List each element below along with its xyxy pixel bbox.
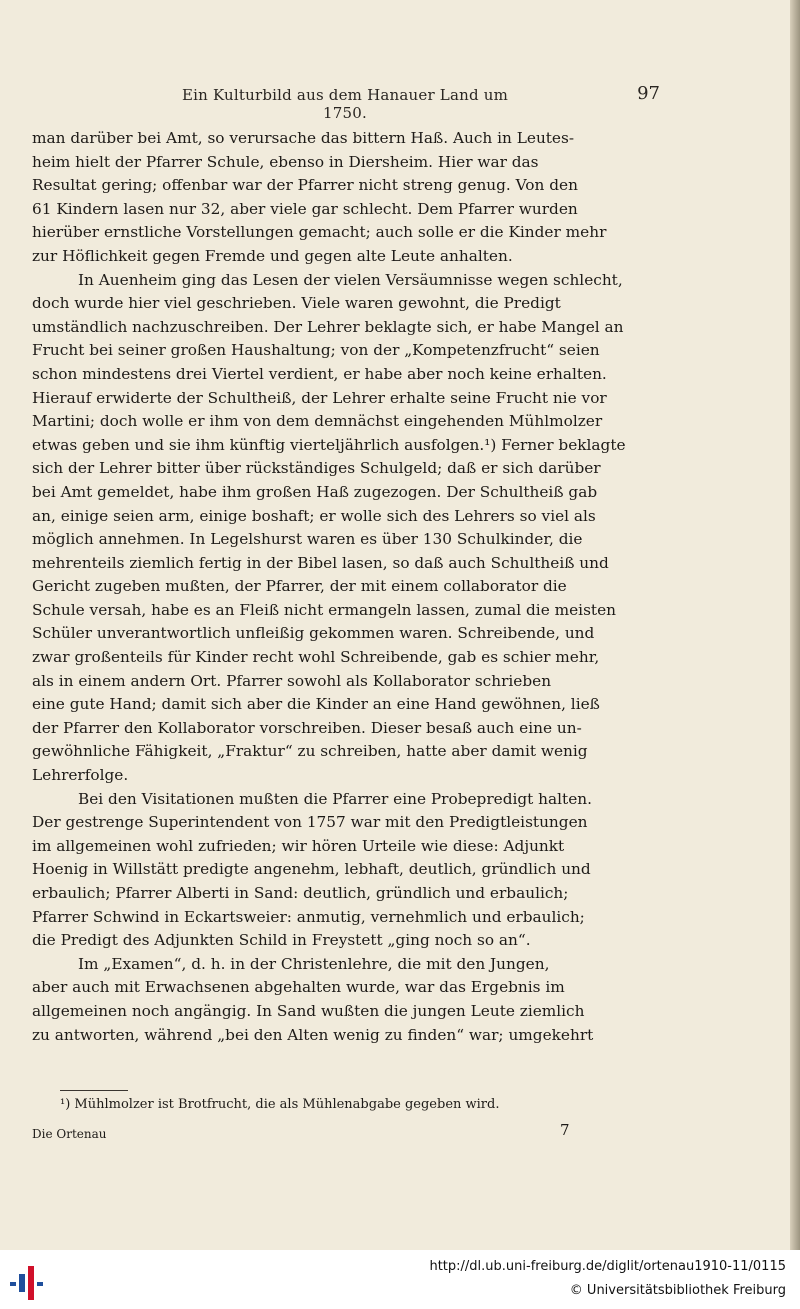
text-line: die Predigt des Adjunkten Schild in Freystett „ging noch so an“. — [32, 931, 531, 950]
text-line: Hierauf erwiderte der Schultheiß, der Lehrer erhalte seine Frucht nie vor — [32, 388, 607, 407]
text-line: mehrenteils ziemlich fertig in der Bibel lasen, so daß auch Schultheiß und — [32, 553, 609, 572]
text-line: erbaulich; Pfarrer Alberti in Sand: deutlich, gründlich und erbaulich; — [32, 884, 569, 902]
text-line: man darüber bei Amt, so verursache das bittern Haß. Auch in Leutes- — [32, 129, 575, 147]
text-line: Bei den Visitationen mußten die Pfarrer eine Probepredigt halten. — [78, 789, 592, 808]
running-title: Ein Kulturbild aus dem Hanauer Land um 1750. — [182, 86, 508, 122]
text-line: aber auch mit Erwachsenen abgehalten wurde, war das Ergebnis im — [32, 978, 565, 997]
text-line: schon mindestens drei Viertel verdient, er habe aber noch keine erhalten. — [32, 364, 607, 383]
text-line: als in einem andern Ort. Pfarrer sowohl als Kollaborator schrieben — [32, 671, 552, 690]
text-line: zwar großenteils für Kinder recht wohl Schreibende, gab es schier mehr, — [32, 648, 600, 667]
footnote-rule — [60, 1090, 128, 1091]
text-line: Pfarrer Schwind in Eckartsweier: anmutig, vernehmlich und erbaulich; — [32, 907, 585, 926]
body-text — [32, 127, 662, 1047]
source-url-link[interactable]: http://dl.ub.uni-freiburg.de/diglit/ortenau1910-11/0115 — [429, 1259, 786, 1274]
text-line: Der gestrenge Superintendent von 1757 war mit den Predigtleistungen — [32, 813, 588, 832]
ub-freiburg-logo-icon[interactable] — [10, 1262, 50, 1302]
text-line: hierüber ernstliche Vorstellungen gemacht; auch solle er die Kinder mehr — [32, 223, 607, 242]
text-line: der Pfarrer den Kollaborator vorschreiben. Dieser besaß auch eine un- — [32, 718, 582, 737]
text-line: etwas geben und sie ihm künftig vierteljährlich ausfolgen.¹) Ferner beklagte — [32, 435, 626, 454]
text-line: Resultat gering; offenbar war der Pfarrer nicht streng genug. Von den — [32, 176, 578, 195]
text-line: Hoenig in Willstätt predigte angenehm, lebhaft, deutlich, gründlich und — [32, 860, 591, 879]
text-line: zu antworten, während „bei den Alten wenig zu finden“ war; umgekehrt — [32, 1025, 594, 1044]
text-line: Schule versah, habe es an Fleiß nicht ermangeln lassen, zumal die meisten — [32, 600, 616, 619]
footnote: ¹) Mühlmolzer ist Brotfrucht, die als Mühlenabgabe gegeben wird. — [60, 1097, 500, 1112]
text-line: zur Höflichkeit gegen Fremde und gegen alte Leute anhalten. — [32, 246, 513, 265]
text-line: allgemeinen noch angängig. In Sand wußten die jungen Leute ziemlich — [32, 1001, 585, 1020]
text-line: eine gute Hand; damit sich aber die Kinder an eine Hand gewöhnen, ließ — [32, 695, 600, 714]
text-line: möglich annehmen. In Legelshurst waren es über 130 Schulkinder, die — [32, 530, 583, 549]
text-line: an, einige seien arm, einige boshaft; er wolle sich des Lehrers so viel als — [32, 506, 596, 525]
text-line: 61 Kindern lasen nur 32, aber viele gar schlecht. Dem Pfarrer wurden — [32, 199, 578, 218]
text-line: heim hielt der Pfarrer Schule, ebenso in Diersheim. Hier war das — [32, 152, 539, 171]
text-line: Lehrerfolge. — [32, 766, 129, 785]
page-number: 97 — [637, 83, 660, 104]
page-edge-shadow — [790, 0, 800, 1250]
text-line: Frucht bei seiner großen Haushaltung; von der „Kompetenzfrucht“ seien — [32, 341, 600, 360]
text-line: Schüler unverantwortlich unfleißig gekommen waren. Schreibende, und — [32, 624, 595, 643]
signature-label: Die Ortenau — [32, 1127, 107, 1141]
sheet-number: 7 — [560, 1121, 570, 1139]
text-line: In Auenheim ging das Lesen der vielen Versäumnisse wegen schlecht, — [78, 270, 623, 289]
text-line: bei Amt gemeldet, habe ihm großen Haß zugezogen. Der Schultheiß gab — [32, 482, 598, 501]
text-line: Gericht zugeben mußten, der Pfarrer, der mit einem collaborator die — [32, 577, 567, 596]
text-line: gewöhnliche Fähigkeit, „Fraktur“ zu schreiben, hatte aber damit wenig — [32, 742, 588, 761]
text-line: umständlich nachzuschreiben. Der Lehrer beklagte sich, er habe Mangel an — [32, 317, 624, 336]
text-line: doch wurde hier viel geschrieben. Viele waren gewohnt, die Predigt — [32, 294, 561, 313]
footer-bar — [0, 1250, 800, 1309]
text-line: Martini; doch wolle er ihm von dem demnächst eingehenden Mühlmolzer — [32, 412, 603, 431]
text-line: Im „Examen“, d. h. in der Christenlehre, die mit den Jungen, — [78, 954, 550, 973]
copyright-notice: © Universitätsbibliothek Freiburg — [569, 1283, 786, 1298]
text-line: sich der Lehrer bitter über rückständiges Schulgeld; daß er sich darüber — [32, 459, 601, 478]
text-line: im allgemeinen wohl zufrieden; wir hören Urteile wie diese: Adjunkt — [32, 836, 565, 855]
